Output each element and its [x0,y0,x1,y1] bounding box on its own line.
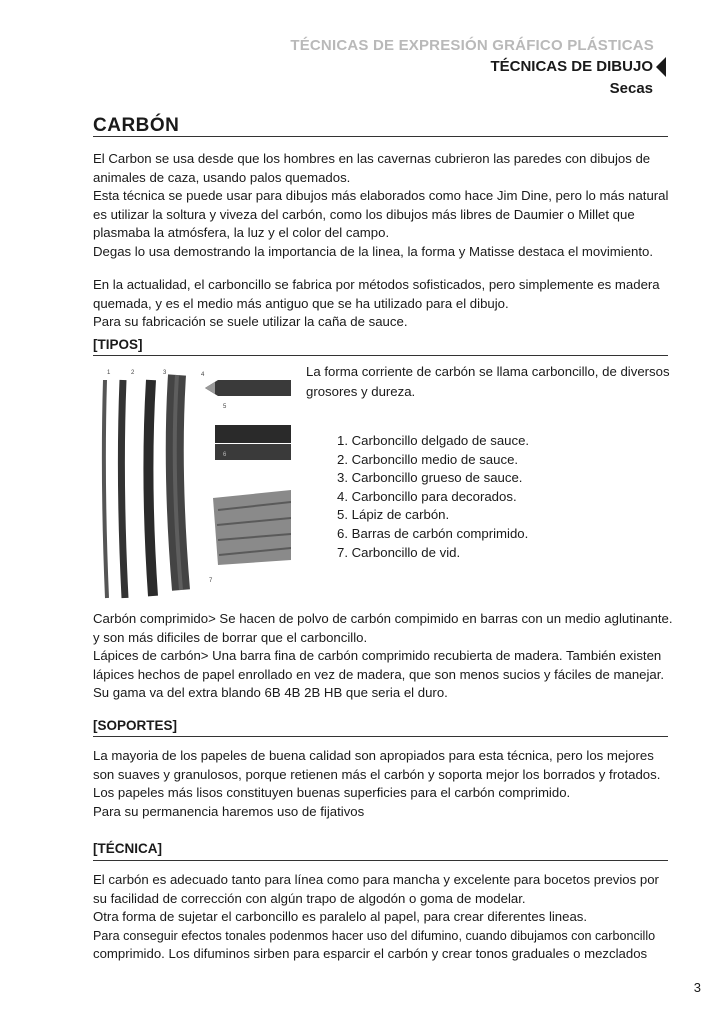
list-item: 6. Barras de carbón comprimido. [337,525,529,541]
text-line: Su gama va del extra blando 6B 4B 2B HB que seria el duro. [93,685,448,701]
text-line: es utilizar la soltura y viveza del carbón, como los dibujos más libres de Daumier o Millet que [93,206,635,222]
text-line: y son más dificiles de borrar que el carboncillo. [93,629,368,645]
list-item: 1. Carboncillo delgado de sauce. [337,433,530,448]
tecnica-rule [93,860,668,861]
text-line: Lápices de carbón> Una barra fina de carbón comprimido recubierta de madera. También existen [93,648,662,664]
tecnica-heading: [TÉCNICA] [93,841,162,856]
soportes-rule [93,736,668,737]
photo-label: 7 [209,578,213,584]
text-line: Los papeles más lisos constituyen buenas superficies para el carbón comprimido. [93,785,571,801]
list-item: 3. Carboncillo grueso de sauce. [337,470,523,486]
page-title: CARBÓN [93,115,180,136]
soportes-text [93,747,673,821]
text-line: Para conseguir efectos tonales podenmos hacer uso del difumino, cuando dibujamos con carboncillo [93,928,656,943]
photo-label: 3 [163,370,167,376]
photo-label: 1 [107,370,111,376]
text-line: En la actualidad, el carboncillo se fabrica por métodos sofisticados, pero simplemente es madera [93,277,660,292]
text-line: comprimido. Los difuminos sirben para esparcir el carbón y crear tonos graduales o mezclados [93,946,648,962]
soportes-heading: [SOPORTES] [93,718,178,733]
list-item: 2. Carboncillo medio de sauce. [337,451,519,467]
list-item: 5. Lápiz de carbón. [337,507,450,523]
tecnica-text [93,871,673,964]
header-section: TÉCNICAS DE DIBUJO [490,58,653,75]
title-rule [93,136,668,137]
charcoal-photo [93,360,291,600]
header-course: TÉCNICAS DE EXPRESIÓN GRÁFICO PLÁSTICAS [290,37,654,54]
text-line: Degas lo usa demostrando la importancia de la linea, la forma y Matisse destaca el movimiento. [93,243,654,259]
photo-label: 2 [131,370,135,376]
text-line: plasmaba la atmósfera, la luz y el color del campo. [93,225,390,241]
text-line: Otra forma de sujetar el carboncillo es paralelo al papel, para crear diferentes lineas. [93,909,588,925]
text-line: El Carbon se usa desde que los hombres en las cavernas cubrieron las paredes con dibujos de [93,151,651,166]
arrow-left-icon [656,57,666,77]
header-subsection: Secas [609,80,653,97]
page-number: 3 [693,980,701,995]
list-item: 4. Carboncillo para decorados. [337,488,517,504]
list-item: 7. Carboncillo de vid. [337,544,461,560]
tipos-list [337,432,529,562]
tipos-heading: [TIPOS] [93,337,143,352]
tipos-details [93,610,673,703]
tipos-intro: La forma corriente de carbón se llama carboncillo, de diversos grosores y dureza. [306,364,670,399]
text-line: Carbón comprimido> Se hacen de polvo de carbón compimido en barras con un medio aglutinante. [93,611,673,626]
text-line: lápices hechos de papel enrollado en vez de madera, que son menos sucios y fáciles de manejar. [93,666,665,682]
photo-label: 4 [201,372,205,378]
intro-text [93,150,673,262]
text-line: su facilidad de corrección con algún trapo de algodón o goma de modelar. [93,890,526,906]
text-line: Esta técnica se puede usar para dibujos más elaborados como hace Jim Dine, pero lo más natural [93,188,669,204]
text-line: son suaves y granulosos, porque retienen más el carbón y soporta mejor los borrados y frotados. [93,766,661,782]
photo-label: 5 [223,404,227,410]
text-line: Para su fabricación se suele utilizar la caña de sauce. [93,314,408,330]
tipos-rule [93,355,668,356]
text-line: Para su permanencia haremos uso de fijativos [93,803,365,819]
text-line: animales de caza, usando palos quemados. [93,169,351,185]
second-text [93,276,673,332]
photo-label: 6 [223,452,227,458]
text-line: El carbón es adecuado tanto para línea como para mancha y excelente para bocetos previos por [93,872,659,887]
text-line: quemada, y es el medio más antiguo que se ha utilizado para el dibujo. [93,295,509,311]
text-line: La mayoria de los papeles de buena calidad son apropiados para esta técnica, pero los mejores [93,748,654,763]
